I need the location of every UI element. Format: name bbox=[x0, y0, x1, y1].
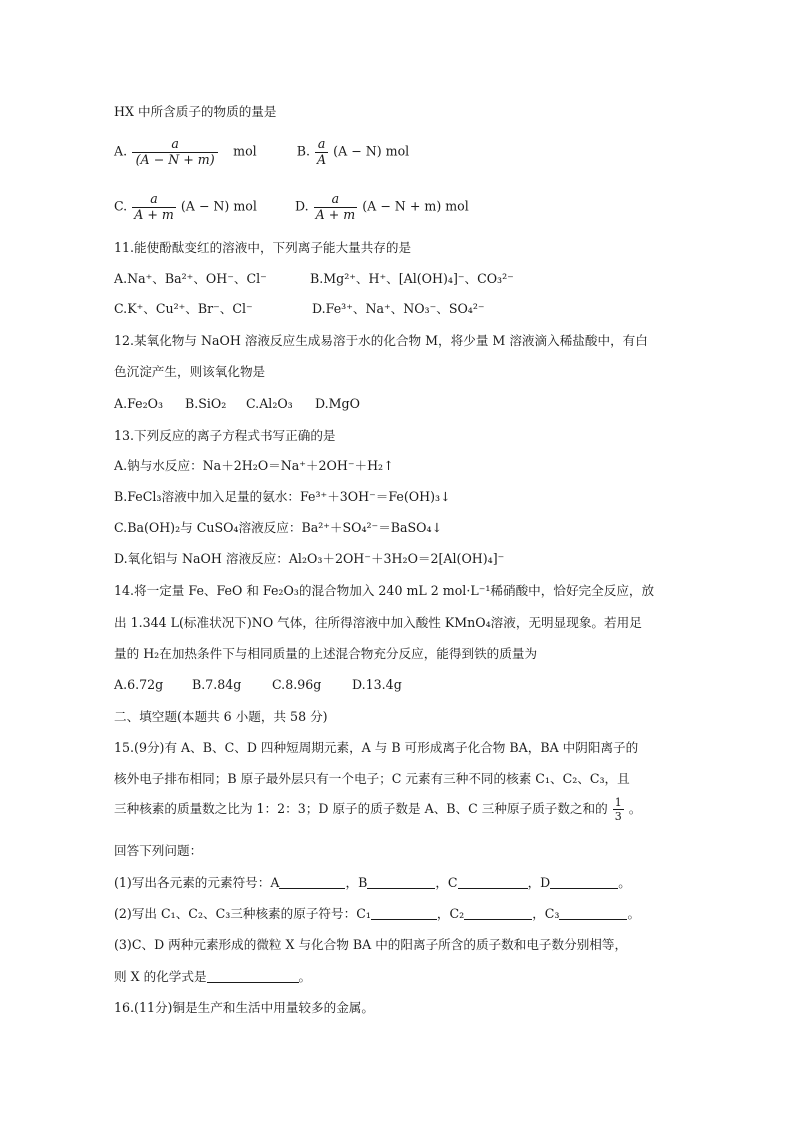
answer-blank-a[interactable] bbox=[279, 876, 345, 889]
q16-stem: 16.(11分)铜是生产和生活中用量较多的金属。 bbox=[114, 1000, 374, 1015]
q10-option-d-numerator: a bbox=[331, 191, 340, 206]
q10-option-a-unit: mol bbox=[233, 143, 257, 159]
q10-option-a-numerator: a bbox=[171, 136, 179, 151]
q15-line3 bbox=[114, 797, 641, 822]
q15-part1-label-c: ，C bbox=[435, 875, 458, 890]
q15-line2: 核外电子排布相同；B 原子最外层只有一个电子；C 元素有三种不同的核素 C₁、C₂、C₃，且 bbox=[114, 771, 630, 786]
q12-option-a: A.Fe₂O₃ bbox=[114, 396, 164, 411]
q15-part1 bbox=[114, 876, 631, 890]
q11-option-a: A.Na⁺、Ba²⁺、OH⁻、Cl⁻ bbox=[114, 271, 267, 286]
answer-blank-b[interactable] bbox=[367, 876, 435, 889]
q11-option-b: B.Mg²⁺、H⁺、[Al(OH)₄]⁻、CO₃²⁻ bbox=[310, 271, 514, 286]
q15-part1-label-d: ，D bbox=[527, 875, 551, 890]
q10-option-b-letter: B. bbox=[296, 143, 311, 159]
q10-option-c-numerator: a bbox=[150, 191, 158, 206]
q10-option-c-letter: C. bbox=[114, 198, 128, 214]
q12-option-b: B.SiO₂ bbox=[185, 396, 227, 411]
q11-option-d: D.Fe³⁺、Na⁺、NO₃⁻、SO₄²⁻ bbox=[312, 301, 485, 316]
q15-fraction-numerator: 1 bbox=[614, 796, 622, 809]
q12-stem-line2: 色沉淀产生，则该氧化物是 bbox=[114, 364, 266, 379]
q13-option-d: D.氧化铝与 NaOH 溶液反应：Al₂O₃＋2OH⁻＋3H₂O＝2[Al(OH)₄]⁻ bbox=[114, 551, 505, 566]
q15-part1-label-b: ，B bbox=[345, 875, 368, 890]
q10-option-c-fraction bbox=[132, 193, 176, 221]
q10-option-b-text: (A − N) mol bbox=[333, 143, 410, 159]
q13-option-b: B.FeCl₃溶液中加入足量的氨水：Fe³⁺＋3OH⁻＝Fe(OH)₃↓ bbox=[114, 489, 451, 504]
q10-options-ab bbox=[114, 138, 409, 166]
q14-line2: 出 1.344 L(标准状况下)NO 气体，往所得溶液中加入酸性 KMnO₄溶液，无明显现象。若用足 bbox=[114, 615, 642, 630]
q11-option-c: C.K⁺、Cu²⁺、Br⁻、Cl⁻ bbox=[114, 301, 253, 316]
q13-option-c: C.Ba(OH)₂与 CuSO₄溶液反应：Ba²⁺＋SO₄²⁻＝BaSO₄↓ bbox=[114, 520, 443, 535]
q15-part2-label-c3: ，C₃ bbox=[532, 906, 560, 921]
q12-stem-line1: 12.某氧化物与 NaOH 溶液反应生成易溶于水的化合物 M，将少量 M 溶液滴入稀盐酸中，有白 bbox=[114, 333, 648, 348]
q15-part3-line1: (3)C、D 两种元素形成的微粒 X 与化合物 BA 中的阳离子所含的质子数和电子数分别相等， bbox=[114, 937, 628, 952]
q10-option-a-letter: A. bbox=[114, 143, 128, 159]
q15-prompt: 回答下列问题： bbox=[114, 843, 203, 858]
q15-line3-end: 。 bbox=[628, 801, 642, 816]
q15-part2-prefix: (2)写出 C₁、C₂、C₃三种核素的原子符号：C₁ bbox=[114, 906, 371, 921]
q15-part2-end: 。 bbox=[627, 906, 641, 921]
q11-stem: 11.能使酚酞变红的溶液中，下列离子能大量共存的是 bbox=[114, 240, 412, 255]
q10-option-a-fraction bbox=[132, 138, 218, 166]
q13-option-a: A.钠与水反应：Na＋2H₂O＝Na⁺＋2OH⁻＋H₂↑ bbox=[114, 458, 394, 473]
q10-option-d-fraction bbox=[314, 193, 358, 221]
q10-option-b-numerator: a bbox=[317, 136, 326, 151]
q15-part3-line2 bbox=[114, 970, 311, 984]
q14-line3: 量的 H₂在加热条件下与相同质量的上述混合物充分反应，能得到铁的质量为 bbox=[114, 646, 538, 661]
q14-option-a: A.6.72g bbox=[114, 677, 164, 692]
q10-options-cd bbox=[114, 193, 469, 221]
q10-option-b-denominator: A bbox=[317, 151, 327, 167]
q14-option-d: D.13.4g bbox=[352, 677, 402, 692]
q15-part3-end: 。 bbox=[298, 969, 312, 984]
q15-part2-label-c2: ，C₂ bbox=[436, 906, 465, 921]
q15-line1: 15.(9分)有 A、B、C、D 四种短周期元素，A 与 B 可形成离子化合物 BA，BA 中阴阳离子的 bbox=[114, 740, 639, 755]
q14-option-b: B.7.84g bbox=[192, 677, 242, 692]
q10-option-d-denominator: A + m bbox=[315, 206, 356, 222]
q15-part1-end: 。 bbox=[618, 875, 631, 890]
q15-line3-text: 三种核素的质量数之比为 1：2：3；D 原子的质子数是 A、B、C 三种原子质子数之和的 bbox=[114, 801, 608, 816]
answer-blank-d[interactable] bbox=[550, 876, 618, 889]
answer-blank-c1[interactable] bbox=[371, 907, 437, 920]
q10-option-a-denominator: (A − N + m) bbox=[132, 152, 218, 167]
q10-option-d-letter: D. bbox=[294, 198, 309, 214]
answer-blank-c3[interactable] bbox=[559, 907, 627, 920]
q12-option-d: D.MgO bbox=[315, 396, 360, 411]
q10-option-b-fraction bbox=[315, 138, 328, 166]
q15-part3-prefix: 则 X 的化学式是 bbox=[114, 969, 207, 984]
q15-part1-prefix: (1)写出各元素的元素符号：A bbox=[114, 875, 280, 890]
q12-option-c: C.Al₂O₃ bbox=[246, 396, 293, 411]
q15-part2 bbox=[114, 907, 640, 921]
q10-option-c-text: (A − N) mol bbox=[180, 198, 257, 214]
answer-blank-x[interactable] bbox=[207, 970, 299, 983]
q14-option-c: C.8.96g bbox=[272, 677, 322, 692]
q15-fraction-denominator: 3 bbox=[614, 810, 622, 823]
q15-one-third-fraction bbox=[613, 797, 624, 822]
q10-stem-tail: HX 中所含质子的物质的量是 bbox=[114, 104, 277, 119]
q13-stem: 13.下列反应的离子方程式书写正确的是 bbox=[114, 428, 336, 443]
q10-option-d-text: (A − N + m) mol bbox=[362, 198, 469, 214]
section-heading: 二、填空题(本题共 6 小题，共 58 分) bbox=[114, 709, 328, 724]
answer-blank-c2[interactable] bbox=[464, 907, 532, 920]
q10-option-c-denominator: A + m bbox=[134, 206, 174, 222]
answer-blank-c[interactable] bbox=[458, 876, 528, 889]
q14-line1: 14.将一定量 Fe、FeO 和 Fe₂O₃的混合物加入 240 mL 2 mol·L⁻¹稀硝酸中，恰好完全反应，放 bbox=[114, 583, 655, 598]
